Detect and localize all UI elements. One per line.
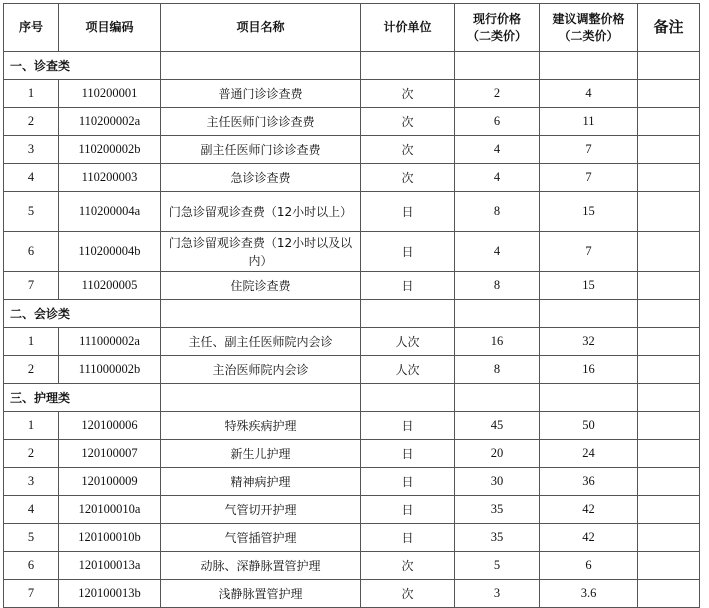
empty-cell <box>455 384 540 412</box>
table-row <box>4 412 700 440</box>
row-unit: 日 <box>361 232 455 272</box>
row-seq: 2 <box>4 108 59 136</box>
row-seq: 7 <box>4 580 59 608</box>
row-seq: 2 <box>4 440 59 468</box>
row-name: 主治医师院内会诊 <box>161 356 361 384</box>
row-proposed-price: 15 <box>540 272 638 300</box>
row-note <box>638 496 700 524</box>
row-proposed-price: 16 <box>540 356 638 384</box>
row-seq: 5 <box>4 192 59 232</box>
row-current-price: 35 <box>455 524 540 552</box>
row-proposed-price: 6 <box>540 552 638 580</box>
row-unit: 日 <box>361 440 455 468</box>
row-current-price: 4 <box>455 136 540 164</box>
row-code: 110200003 <box>59 164 161 192</box>
row-name: 特殊疾病护理 <box>161 412 361 440</box>
row-note <box>638 524 700 552</box>
row-note <box>638 440 700 468</box>
row-current-price: 30 <box>455 468 540 496</box>
table-row <box>4 328 700 356</box>
row-name: 新生儿护理 <box>161 440 361 468</box>
table-row <box>4 440 700 468</box>
section-row <box>4 300 700 328</box>
row-name: 动脉、深静脉置管护理 <box>161 552 361 580</box>
table-row <box>4 552 700 580</box>
header-seq: 序号 <box>4 4 59 52</box>
row-seq: 4 <box>4 496 59 524</box>
header-current-line2: （二类价） <box>466 28 527 43</box>
empty-cell <box>161 52 361 80</box>
row-code: 110200004b <box>59 232 161 272</box>
row-current-price: 2 <box>455 80 540 108</box>
row-code: 120100010a <box>59 496 161 524</box>
row-unit: 次 <box>361 108 455 136</box>
row-name: 门急诊留观诊查费（12小时以上） <box>161 192 361 232</box>
row-proposed-price: 11 <box>540 108 638 136</box>
row-current-price: 4 <box>455 232 540 272</box>
table-row <box>4 356 700 384</box>
empty-cell <box>361 384 455 412</box>
row-name: 浅静脉置管护理 <box>161 580 361 608</box>
empty-cell <box>361 300 455 328</box>
row-name: 主任、副主任医师院内会诊 <box>161 328 361 356</box>
row-current-price: 20 <box>455 440 540 468</box>
row-proposed-price: 32 <box>540 328 638 356</box>
empty-cell <box>361 52 455 80</box>
row-current-price: 6 <box>455 108 540 136</box>
row-unit: 人次 <box>361 356 455 384</box>
table-body <box>4 52 700 608</box>
row-current-price: 8 <box>455 192 540 232</box>
header-proposed-price <box>540 4 638 52</box>
header-row <box>4 4 700 52</box>
row-seq: 3 <box>4 468 59 496</box>
row-proposed-price: 50 <box>540 412 638 440</box>
header-current-price <box>455 4 540 52</box>
row-code: 120100010b <box>59 524 161 552</box>
row-unit: 日 <box>361 524 455 552</box>
row-proposed-price: 42 <box>540 496 638 524</box>
row-current-price: 4 <box>455 164 540 192</box>
empty-cell <box>161 300 361 328</box>
row-seq: 6 <box>4 552 59 580</box>
price-table <box>3 3 700 608</box>
row-note <box>638 108 700 136</box>
row-proposed-price: 36 <box>540 468 638 496</box>
row-current-price: 5 <box>455 552 540 580</box>
row-name: 急诊诊查费 <box>161 164 361 192</box>
row-seq: 2 <box>4 356 59 384</box>
table-row <box>4 580 700 608</box>
row-code: 111000002a <box>59 328 161 356</box>
row-seq: 1 <box>4 412 59 440</box>
row-note <box>638 468 700 496</box>
row-current-price: 35 <box>455 496 540 524</box>
row-name: 主任医师门诊诊查费 <box>161 108 361 136</box>
row-name: 住院诊查费 <box>161 272 361 300</box>
row-code: 120100013a <box>59 552 161 580</box>
row-proposed-price: 4 <box>540 80 638 108</box>
row-unit: 日 <box>361 192 455 232</box>
empty-cell <box>540 384 638 412</box>
row-unit: 次 <box>361 580 455 608</box>
row-current-price: 45 <box>455 412 540 440</box>
row-code: 110200004a <box>59 192 161 232</box>
row-unit: 次 <box>361 552 455 580</box>
row-seq: 1 <box>4 328 59 356</box>
row-name: 气管切开护理 <box>161 496 361 524</box>
row-note <box>638 232 700 272</box>
row-name: 门急诊留观诊查费（12小时以及以内） <box>161 232 361 272</box>
row-code: 111000002b <box>59 356 161 384</box>
empty-cell <box>638 300 700 328</box>
section-title: 二、会诊类 <box>4 300 161 328</box>
table-row <box>4 232 700 272</box>
row-note <box>638 356 700 384</box>
section-row <box>4 52 700 80</box>
row-name: 气管插管护理 <box>161 524 361 552</box>
table-row <box>4 524 700 552</box>
section-title: 三、护理类 <box>4 384 161 412</box>
header-unit: 计价单位 <box>361 4 455 52</box>
row-seq: 3 <box>4 136 59 164</box>
row-code: 110200005 <box>59 272 161 300</box>
section-title: 一、诊查类 <box>4 52 161 80</box>
row-unit: 日 <box>361 496 455 524</box>
header-proposed-line2: （二类价） <box>558 28 619 43</box>
row-code: 110200002a <box>59 108 161 136</box>
row-current-price: 8 <box>455 272 540 300</box>
row-current-price: 16 <box>455 328 540 356</box>
row-name: 精神病护理 <box>161 468 361 496</box>
row-proposed-price: 7 <box>540 136 638 164</box>
empty-cell <box>540 300 638 328</box>
row-proposed-price: 24 <box>540 440 638 468</box>
row-unit: 人次 <box>361 328 455 356</box>
row-name: 副主任医师门诊诊查费 <box>161 136 361 164</box>
row-proposed-price: 42 <box>540 524 638 552</box>
row-seq: 7 <box>4 272 59 300</box>
row-unit: 次 <box>361 80 455 108</box>
row-seq: 5 <box>4 524 59 552</box>
row-note <box>638 272 700 300</box>
row-current-price: 3 <box>455 580 540 608</box>
table-row <box>4 108 700 136</box>
row-note <box>638 80 700 108</box>
row-unit: 日 <box>361 468 455 496</box>
table-row <box>4 164 700 192</box>
row-code: 110200001 <box>59 80 161 108</box>
row-unit: 日 <box>361 272 455 300</box>
empty-cell <box>455 300 540 328</box>
row-code: 120100007 <box>59 440 161 468</box>
row-current-price: 8 <box>455 356 540 384</box>
empty-cell <box>540 52 638 80</box>
row-note <box>638 136 700 164</box>
row-code: 120100009 <box>59 468 161 496</box>
row-unit: 次 <box>361 164 455 192</box>
header-code: 项目编码 <box>59 4 161 52</box>
row-seq: 4 <box>4 164 59 192</box>
header-name: 项目名称 <box>161 4 361 52</box>
row-note <box>638 192 700 232</box>
empty-cell <box>638 384 700 412</box>
row-note <box>638 164 700 192</box>
row-note <box>638 412 700 440</box>
row-seq: 1 <box>4 80 59 108</box>
row-seq: 6 <box>4 232 59 272</box>
header-proposed-line1: 建议调整价格 <box>552 11 625 26</box>
row-unit: 日 <box>361 412 455 440</box>
row-code: 120100013b <box>59 580 161 608</box>
row-note <box>638 552 700 580</box>
row-proposed-price: 15 <box>540 192 638 232</box>
row-proposed-price: 7 <box>540 232 638 272</box>
empty-cell <box>161 384 361 412</box>
row-proposed-price: 7 <box>540 164 638 192</box>
header-current-line1: 现行价格 <box>472 11 521 26</box>
row-code: 120100006 <box>59 412 161 440</box>
row-unit: 次 <box>361 136 455 164</box>
table-row <box>4 80 700 108</box>
empty-cell <box>638 52 700 80</box>
header-note: 备注 <box>638 4 700 52</box>
row-name: 普通门诊诊查费 <box>161 80 361 108</box>
row-code: 110200002b <box>59 136 161 164</box>
table-row <box>4 496 700 524</box>
row-note <box>638 580 700 608</box>
section-row <box>4 384 700 412</box>
empty-cell <box>455 52 540 80</box>
row-note <box>638 328 700 356</box>
table-row <box>4 192 700 232</box>
row-proposed-price: 3.6 <box>540 580 638 608</box>
table-row <box>4 272 700 300</box>
table-row <box>4 468 700 496</box>
table-row <box>4 136 700 164</box>
